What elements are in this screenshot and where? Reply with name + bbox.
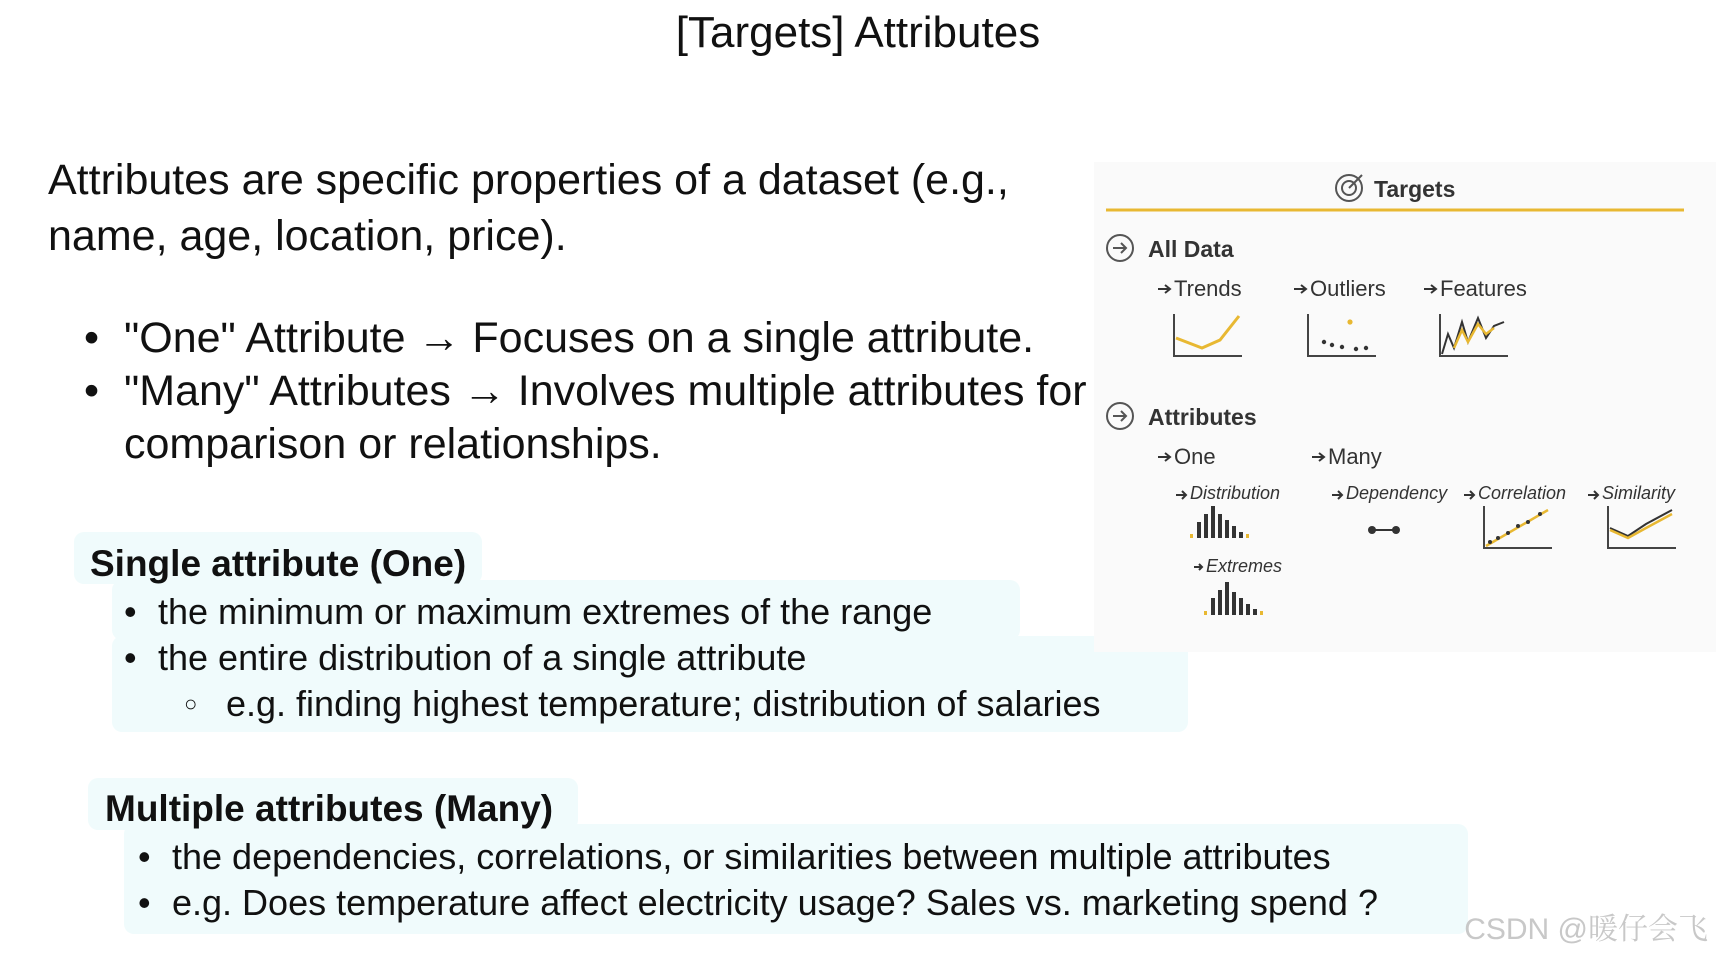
similarity-glyph <box>1608 506 1676 548</box>
dependency-glyph <box>1368 526 1400 534</box>
intro-text: Attributes are specific properties of a dataset (e.g., name, age, location, price). <box>48 156 1009 260</box>
outliers-glyph <box>1308 314 1376 356</box>
watermark: CSDN @暖仔会飞 <box>1464 913 1708 946</box>
trends-label: Trends <box>1174 276 1242 301</box>
multiple-attributes-list <box>132 834 1378 926</box>
bullet-one-attribute: • "One" Attribute → Focuses on a single attribute. <box>80 312 1110 365</box>
extremes-glyph <box>1204 582 1263 615</box>
all-data-label: All Data <box>1148 236 1234 262</box>
multiple-item-relations: • the dependencies, correlations, or similarities between multiple attributes <box>132 834 1378 880</box>
one-label: One <box>1174 444 1216 469</box>
single-item-extremes: • the minimum or maximum extremes of the range <box>118 589 1101 635</box>
single-item-distribution: • the entire distribution of a single attribute <box>118 635 1101 681</box>
attributes-arrow-icon <box>1107 403 1133 429</box>
panel-header: Targets <box>1374 176 1456 202</box>
outliers-label: Outliers <box>1310 276 1386 301</box>
features-label: Features <box>1440 276 1527 301</box>
distribution-label: Distribution <box>1190 483 1281 503</box>
target-icon <box>1336 175 1362 201</box>
distribution-glyph <box>1190 506 1249 538</box>
many-label: Many <box>1328 444 1382 469</box>
multiple-item-example: • e.g. Does temperature affect electricity usage? Sales vs. marketing spend ? <box>132 880 1378 926</box>
single-attribute-list <box>118 589 1101 727</box>
dependency-label: Dependency <box>1346 483 1448 503</box>
attributes-label: Attributes <box>1148 404 1257 430</box>
similarity-label: Similarity <box>1602 483 1676 503</box>
bullet-many-attributes: • "Many" Attributes → Involves multiple attributes for comparison or relationships. <box>80 365 1110 471</box>
multiple-attributes-title: Multiple attributes (Many) <box>105 788 554 829</box>
targets-diagram <box>1094 162 1716 652</box>
single-attribute-title: Single attribute (One) <box>90 543 467 584</box>
single-item-example: ○ e.g. finding highest temperature; distribution of salaries <box>118 681 1101 727</box>
correlation-glyph <box>1484 506 1552 548</box>
page-title: [Targets] Attributes <box>675 8 1041 57</box>
extremes-label: Extremes <box>1206 556 1283 576</box>
correlation-label: Correlation <box>1478 483 1567 503</box>
attribute-bullets <box>80 312 1110 471</box>
all-data-arrow-icon <box>1107 235 1133 261</box>
features-glyph <box>1440 314 1508 356</box>
trends-glyph <box>1174 314 1242 356</box>
